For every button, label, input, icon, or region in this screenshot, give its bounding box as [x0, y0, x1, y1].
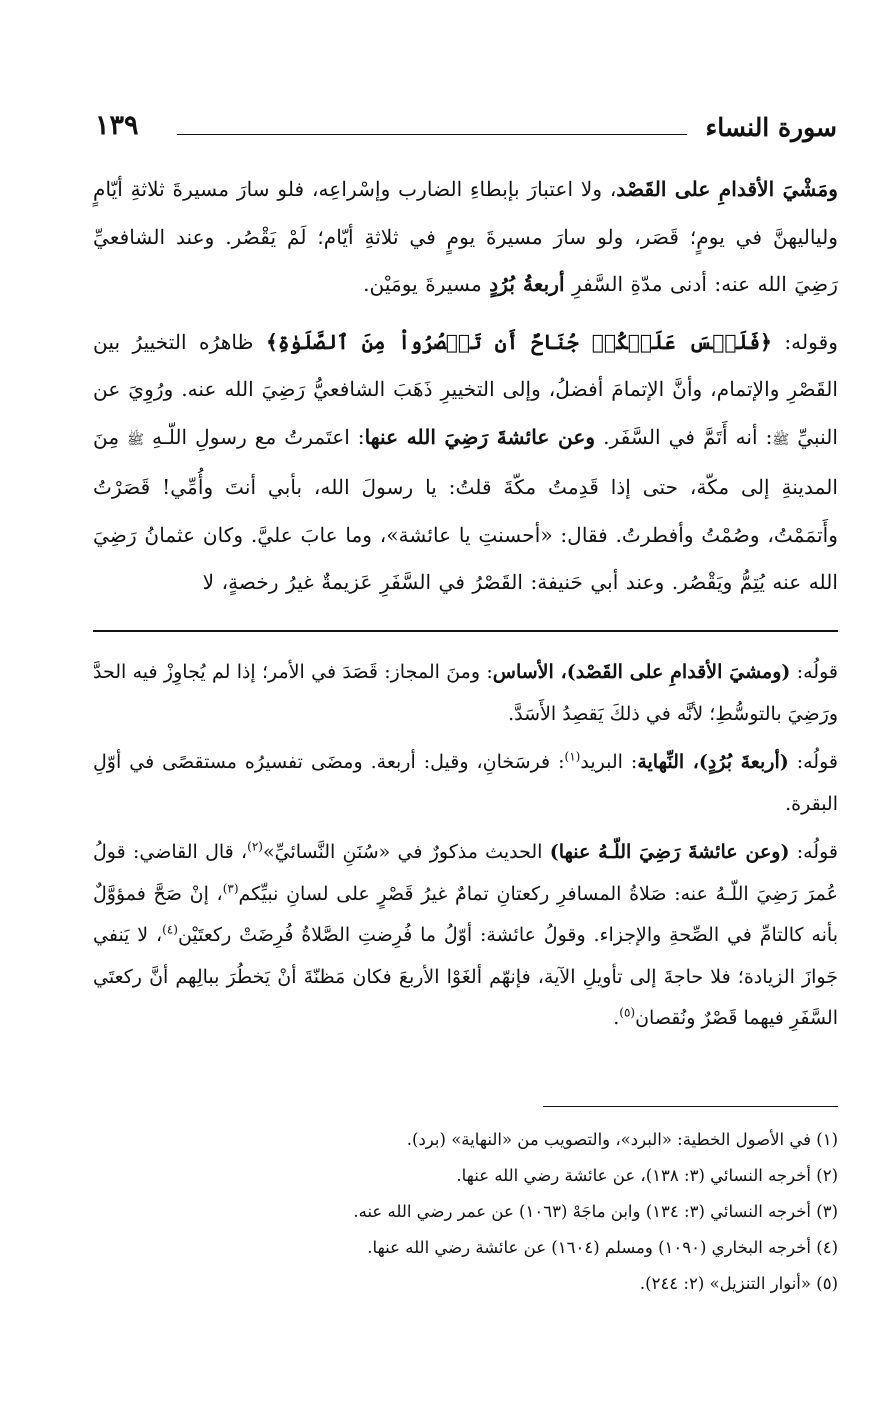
commentary-paragraph-2 — [93, 742, 838, 825]
main-paragraph-1 — [93, 166, 838, 309]
footnote-ref[interactable]: (٤) — [162, 922, 178, 937]
text-run: : ومنَ المجاز: قَصَدَ في الأمر؛ إذا لم يُجاوِزْ فيه الحدَّ ورَضِيَ بالتوسُّطِ؛ لأنَّه في ذلكَ يَقصِدُ الأَسَدَّ. — [93, 661, 838, 725]
text-run: ، إنْ صَحَّ فمؤوَّلٌ بأنه كالتامِّ في الصِّحةِ والإجزاء. وقولُ عائشة: أوّلُ ما فُرِضتِ الصَّلاةُ فُرِضَتْ ركعتَيْن — [93, 882, 838, 946]
header-rule — [177, 134, 687, 135]
text-run: مِنَ المدينةِ إلى مكّة، حتى إذا قَدِمتُ مكّةَ قلتُ: يا رسولَ الله، بأبي أنتَ وأُمِّي! قَصَرْتُ وأَتمَمْتُ، وصُمْتُ وأفطرتُ. فقال: «أحسنتِ يا عائشة»، وما عابَ عليَّ. وكان عثمانُ رَضِيَ الله عنه يُتِمُّ ويَقْصُر. وعند أبي حَنيفة: القَصْرُ في السَّفَرِ عَزيمةٌ غيرُ رخصةٍ، لا — [93, 424, 838, 594]
text-run: : فرسَخانِ، وقيل: أربعة. ومضَى تفسيرُه مستقصًى في أوّلِ البقرة. — [93, 751, 838, 815]
text-run: ، قال القاضي: قولُ عُمرَ رَضِيَ اللّـهُ عنه: صَلاةُ المسافرِ ركعتانِ تمامٌ غيرُ قَصْرٍ على لسانِ نبيِّكم — [93, 841, 838, 905]
footnote-ref[interactable]: (١) — [564, 749, 581, 764]
text-run: قولُه: — [790, 661, 838, 683]
footnote-ref[interactable]: (٢) — [247, 839, 263, 854]
text-run: وقوله: — [772, 329, 838, 354]
footnote-item: (٥) «أنوار التنزيل» (٢: ٢٤٤). — [639, 1274, 838, 1293]
page-header — [95, 108, 837, 148]
text-run: . — [613, 1007, 620, 1029]
text-run: قولُه: — [788, 751, 838, 773]
footnote-item: (٢) أخرجه النسائي (٣: ١٣٨)، عن عائشة رضي الله عنها. — [456, 1166, 838, 1185]
main-text — [93, 166, 838, 617]
footnote-ref[interactable]: (٥) — [619, 1005, 636, 1020]
commentary-paragraph-1 — [93, 652, 838, 735]
bold-phrase: (ومشيَ الأقدامِ على القَصْد)، الأساس — [492, 661, 791, 683]
commentary — [93, 652, 838, 1047]
bold-phrase: (وعن عائشةَ رَضِيَ اللّـهُ عنها) — [549, 841, 790, 863]
text-run: قولُه: — [789, 841, 838, 863]
text-run: : البريد — [580, 751, 638, 773]
footnotes — [93, 1122, 838, 1302]
footnote-item: (٣) أخرجه النسائي (٣: ١٣٤) وابن ماجَهْ (١٠٦٣) عن عمر رضي الله عنه. — [353, 1202, 838, 1221]
footnote-ref[interactable]: (٣) — [222, 881, 239, 896]
salawat-icon: ﷺ — [127, 431, 145, 448]
bold-phrase: أربعةُ بُرُدٍ — [489, 272, 565, 296]
surah-title: سورة النساء — [705, 113, 837, 142]
quran-verse: ﴿فَلَيۡسَ عَلَيۡكُمۡ جُنَاحٌ أَن تَقۡصُرُواْ مِنَ ٱلصَّلَوٰةِ﴾ — [265, 329, 772, 354]
text-run: : أنه أَتَمَّ في السَّفَر. — [595, 424, 773, 449]
bold-phrase: (أربعةَ بُرُدٍ)، النِّهاية — [637, 751, 789, 773]
main-paragraph-2 — [93, 319, 838, 607]
footnote-item: (٤) أخرجه البخاري (١٠٩٠) ومسلم (١٦٠٤) عن عائشة رضي الله عنها. — [367, 1238, 838, 1257]
bold-phrase: ومَشْيَ الأقدامِ على القَصْد — [616, 177, 838, 201]
bold-phrase: وعن عائشةَ رَضِيَ الله عنها — [364, 424, 596, 449]
text-run: ظاهرُه التخييرُ بين القَصْرِ والإتمام، وأنَّ الإتمامَ أفضلُ، وإلى التخييرِ ذَهَبَ الشافعيُّ رَضِيَ الله عنه. ورُوِيَ عن النبيِّ — [93, 329, 839, 449]
text-run: ، لا يَنفي جَوازَ الزيادة؛ فلا حاجةَ إلى تأويلِ الآية، فإنهّم ألغَوْا الأربعَ فكان مَظنّةَ أنْ يَخطُرَ ببالِهم أنَّ ركعتَي السَّفَرِ فيهما قَصْرٌ ونُقصان — [93, 924, 838, 1029]
footnote-item: (١) في الأصول الخطية: «البرد»، والتصويب من «النهاية» (برد). — [406, 1130, 838, 1149]
commentary-divider — [93, 630, 838, 632]
text-run: ، ولا اعتبارَ بإبطاءِ الضارب وإسْراعِه، فلو سارَ مسيرةَ ثلاثةِ أيّامٍ ولياليهنَّ في يومٍ؛ قَصَر، ولو سارَ مسيرةَ يومٍ في ثلاثةِ أيّام؛ لَمْ يَقْصُر. وعند الشافعيِّ رَضِيَ الله عنه: أدنى مدّةِ السَّفرِ — [93, 177, 839, 296]
salawat-icon: ﷺ — [772, 431, 790, 448]
page-number: ١٣٩ — [95, 110, 139, 141]
commentary-paragraph-3 — [93, 832, 838, 1040]
text-run: : اعتَمرتُ مع رسولِ اللّـهِ — [144, 424, 365, 449]
text-run: الحديث مذكورٌ في «سُنَنِ النَّسائيِّ» — [262, 841, 550, 863]
footnote-rule — [543, 1106, 838, 1107]
text-run: مسيرةَ يومَيْن. — [363, 272, 490, 296]
